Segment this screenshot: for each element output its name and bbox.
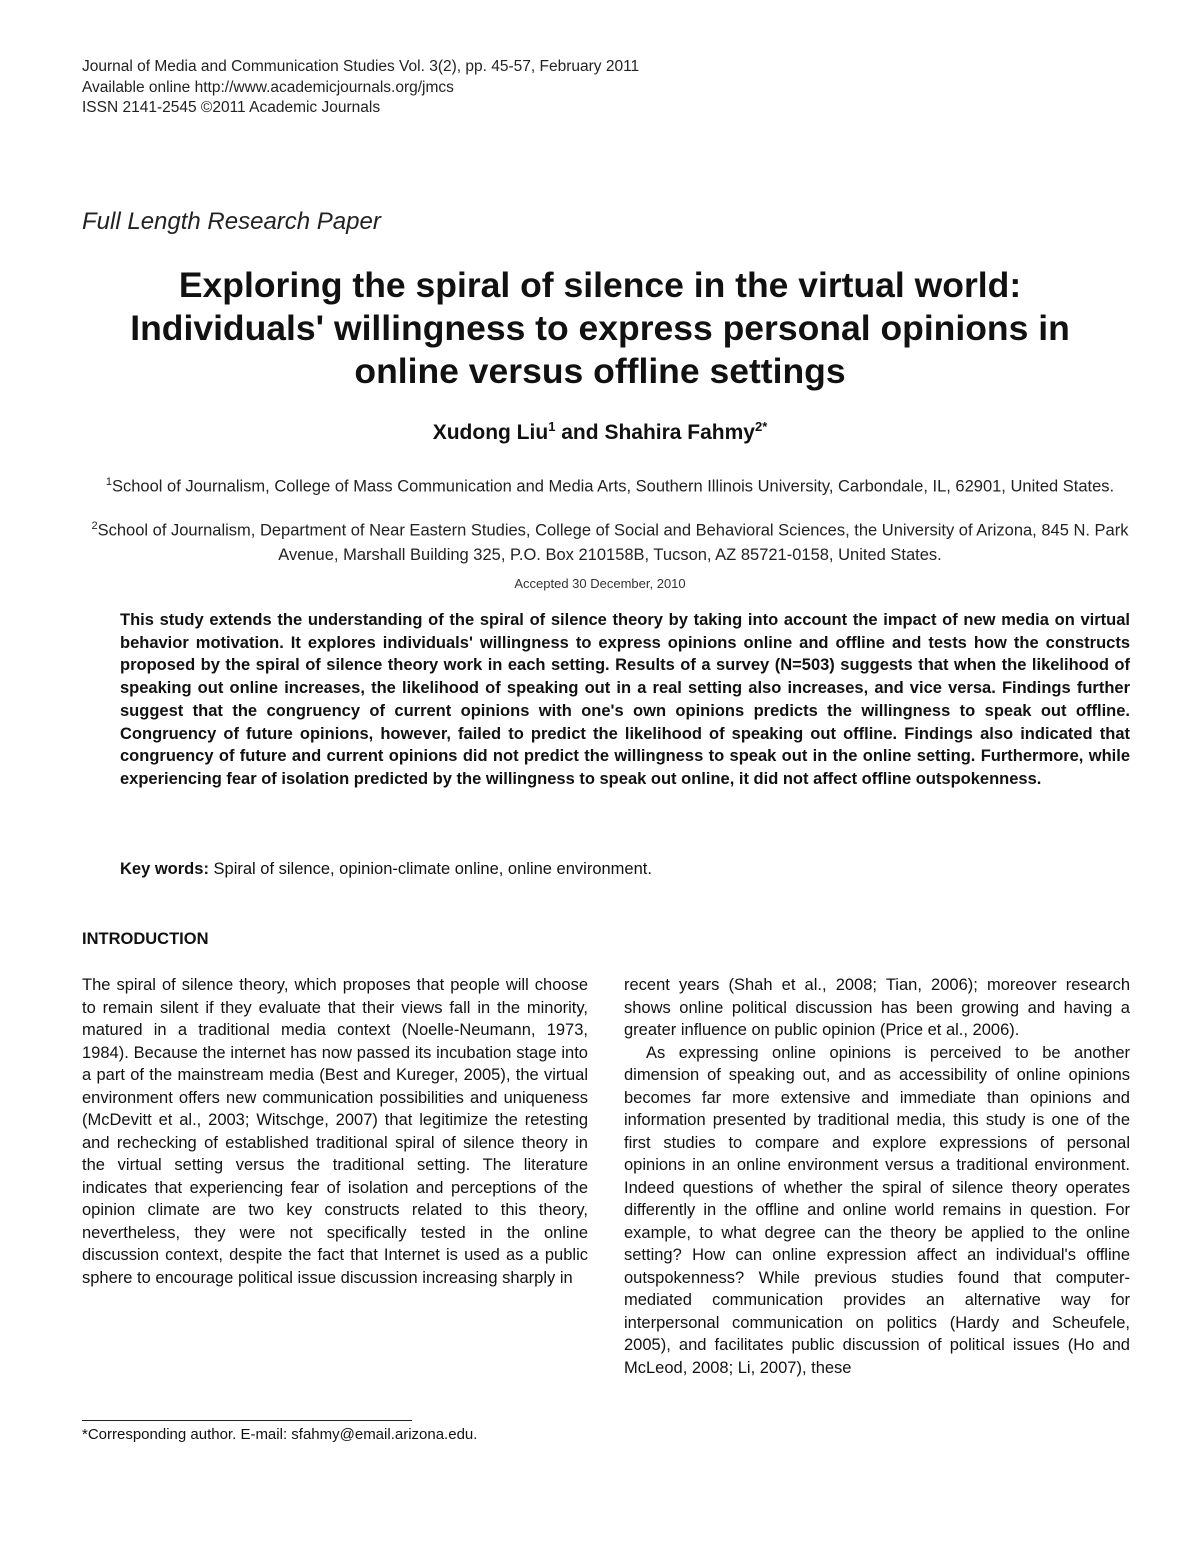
journal-header bbox=[82, 57, 639, 119]
body-paragraph: As expressing online opinions is perceived to be another dimension of speaking out, and as accessibility of online opinions becomes far more extensive and immediate than opinions and information presented by traditional media, this study is one of the first studies to compare and explore expressions of personal opinions in an online environment versus a traditional environment. Indeed questions of whether the spiral of silence theory operates differently in the offline and online world remains in question. For example, to what degree can the theory be applied to the online setting? How can online expression affect an individual's offline outspokenness? While previous studies found that computer-mediated communication provides an alternative way for interpersonal communication on politics (Hardy and Scheufele, 2005), and facilitates public discussion of political issues (Ho and McLeod, 2008; Li, 2007), these bbox=[624, 1043, 1130, 1377]
affiliation-number: 1 bbox=[105, 476, 112, 488]
affiliation-text: School of Journalism, Department of Near Eastern Studies, College of Social and Behavioral Sciences, the University of Arizona, 845 N. Park Avenue, Marshall Building 325, P.O. Box 210158B, Tucson, AZ 85721-0158, United States. bbox=[97, 521, 1129, 564]
affiliation-number: 2 bbox=[91, 520, 98, 532]
journal-url: Available online http://www.academicjournals.org/jmcs bbox=[82, 78, 454, 96]
title-line: Individuals' willingness to express personal opinions in bbox=[130, 308, 1070, 348]
section-heading: INTRODUCTION bbox=[82, 930, 209, 948]
keywords bbox=[120, 860, 652, 879]
keywords-text: Spiral of silence, opinion-climate online, online environment. bbox=[208, 860, 652, 878]
author-list bbox=[0, 419, 1200, 445]
keywords-label: Key words: bbox=[120, 860, 209, 878]
paper-type: Full Length Research Paper bbox=[82, 208, 381, 235]
journal-citation: Journal of Media and Communication Studies Vol. 3(2), pp. 45-57, February 2011 bbox=[82, 58, 640, 75]
body-column-left bbox=[82, 974, 588, 1289]
author-name: Xudong Liu bbox=[432, 421, 549, 444]
abstract: This study extends the understanding of the spiral of silence theory by taking into account the impact of new media on virtual behavior motivation. It explores individuals' willingness to express opinions online and offline and tests how the constructs proposed by the spiral of silence theory work in each setting. Results of a survey (N=503) suggests that when the likelihood of speaking out online increases, the likelihood of speaking out in a real setting also increases, and vice versa. Findings further suggest that the congruency of current opinions with one's own opinions predicts the willingness to speak out offline. Congruency of future opinions, however, failed to predict the likelihood of speaking out offline. Findings also indicated that congruency of future and current opinions did not predict the willingness to speak out in the online setting. Furthermore, while experiencing fear of isolation predicted by the willingness to speak out online, it did not affect offline outspokenness. bbox=[120, 611, 1130, 788]
body-column-right bbox=[624, 974, 1130, 1379]
footnote-divider bbox=[82, 1420, 412, 1421]
title-line: Exploring the spiral of silence in the virtual world: bbox=[178, 265, 1022, 305]
body-paragraph: The spiral of silence theory, which proposes that people will choose to remain silent if they evaluate that their views fall in the minority, matured in a traditional media context (Noelle-Neumann, 1973, 1984). Because the internet has now passed its incubation stage into a part of the mainstream media (Best and Kureger, 2005), the virtual environment offers new communication possibilities and uniqueness (McDevitt et al., 2003; Witschge, 2007) that legitimize the retesting and rechecking of established traditional spiral of silence theory in the virtual setting versus the traditional setting. The literature indicates that experiencing fear of isolation and perceptions of the opinion climate are two key constructs related to this theory, nevertheless, they were not specifically tested in the online discussion context, despite the fact that Internet is used as a public sphere to encourage political issue discussion increasing sharply in bbox=[82, 976, 588, 1287]
affiliation-2 bbox=[90, 514, 1130, 567]
author-affiliation-mark: 1 bbox=[548, 419, 556, 434]
author-connector: and bbox=[555, 421, 605, 444]
affiliation-1 bbox=[90, 470, 1130, 499]
author-affiliation-mark: 2* bbox=[755, 419, 768, 434]
footnote: *Corresponding author. E-mail: sfahmy@email.arizona.edu. bbox=[82, 1426, 478, 1443]
journal-issn: ISSN 2141-2545 ©2011 Academic Journals bbox=[82, 99, 381, 116]
author-name: Shahira Fahmy bbox=[604, 421, 755, 444]
affiliation-text: School of Journalism, College of Mass Communication and Media Arts, Southern Illinois University, Carbondale, IL, 62901, United States. bbox=[112, 477, 1115, 496]
paper-title bbox=[60, 264, 1140, 393]
accepted-date: Accepted 30 December, 2010 bbox=[514, 576, 686, 591]
title-line: online versus offline settings bbox=[354, 351, 846, 391]
body-paragraph: recent years (Shah et al., 2008; Tian, 2006); moreover research shows online political discussion has been growing and having a greater influence on public opinion (Price et al., 2006). bbox=[624, 976, 1130, 1039]
